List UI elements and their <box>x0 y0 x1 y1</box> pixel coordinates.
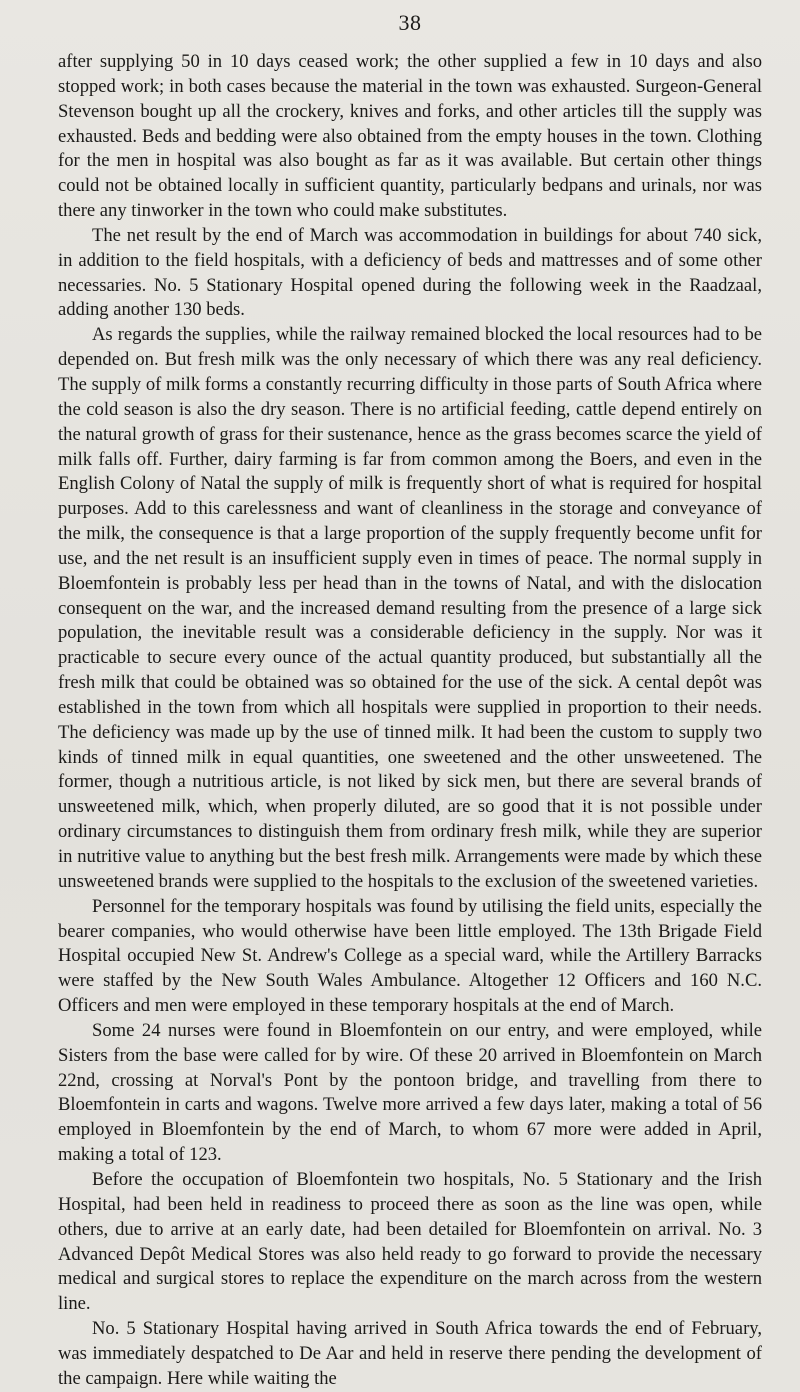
paragraph: after supplying 50 in 10 days ceased work; the other supplied a few in 10 days and also stopped work; in both cases because the material in the town was exhausted. Surgeon-General Stevenson bought up all the crockery, knives and forks, and other articles till the supply was exhausted. Beds and bedding were also obtained from the empty houses in the town. Clothing for the men in hospital was also bought as far as it was available. But certain other things could not be obtained locally in sufficient quantity, particularly bedpans and urinals, nor was there any tinworker in the town who could make substitutes. <box>58 51 762 222</box>
paragraph: The net result by the end of March was accommodation in buildings for about 740 sick, in addition to the field hospitals, with a deficiency of beds and mattresses and of some other necessaries. No. 5 Stationary Hospital opened during the following week in the Raadzaal, adding another 130 beds. <box>58 224 762 321</box>
paragraph: Some 24 nurses were found in Bloemfontein on our entry, and were employed, while Sisters from the base were called for by wire. Of these 20 arrived in Bloemfontein on March 22nd, crossing at Norval's Pont by the pontoon bridge, and travelling from there to Bloemfontein in carts and wagons. Twelve more arrived a few days later, making a total of 56 employed in Bloemfontein by the end of March, to whom 67 more were added in April, making a total of 123. <box>58 1019 762 1166</box>
paragraph: Personnel for the temporary hospitals was found by utilising the field units, especially the bearer companies, who would otherwise have been little employed. The 13th Brigade Field Hospital occupied New St. Andrew's College as a special ward, while the Artillery Barracks were staffed by the New South Wales Ambulance. Altogether 12 Officers and 160 N.C. Officers and men were employed in these temporary hospitals at the end of March. <box>58 895 762 1017</box>
page-number: 38 <box>398 10 422 35</box>
paragraph: No. 5 Stationary Hospital having arrived in South Africa towards the end of February, was immediately despatched to De Aar and held in reserve there pending the development of the campaign. Here while waiting the <box>58 1318 762 1389</box>
paragraph: Before the occupation of Bloemfontein two hospitals, No. 5 Stationary and the Irish Hospital, had been held in readiness to proceed there as soon as the line was open, while others, due to arrive at an early date, had been detailed for Bloemfontein on arrival. No. 3 Advanced Depôt Medical Stores was also held ready to go forward to provide the necessary medical and surgical stores to replace the expenditure on the march across from the western line. <box>58 1168 762 1315</box>
body-text <box>58 50 762 1392</box>
paragraph: As regards the supplies, while the railway remained blocked the local resources had to be depended on. But fresh milk was the only necessary of which there was any real deficiency. The supply of milk forms a constantly recurring difficulty in those parts of South Africa where the cold season is also the dry season. There is no artificial feeding, cattle depend entirely on the natural growth of grass for their sustenance, hence as the grass becomes scarce the yield of milk falls off. Further, dairy farming is far from common among the Boers, and even in the English Colony of Natal the supply of milk is frequently short of what is required for hospital purposes. Add to this carelessness and want of cleanliness in the storage and conveyance of the milk, the consequence is that a large proportion of the supply frequently become unfit for use, and the net result is an insufficient supply even in times of peace. The normal supply in Bloemfontein is probably less per head than in the towns of Natal, and with the dislocation consequent on the war, and the increased demand resulting from the presence of a large sick population, the inevitable result was a considerable deficiency in the supply. Nor was it practicable to secure every ounce of the actual quantity produced, but substantially all the fresh milk that could be obtained was so obtained for the use of the sick. A cental depôt was established in the town from which all hospitals were supplied in proportion to their needs. The deficiency was made up by the use of tinned milk. It had been the custom to supply two kinds of tinned milk in equal quantities, one sweetened and the other unsweetened. The former, though a nutritious article, is not liked by sick men, but there are several brands of unsweetened milk, which, when properly diluted, are so good that it is not possible under ordinary circumstances to distinguish them from ordinary fresh milk, while they are superior in nutritive value to anything but the best fresh milk. Arrangements were made by which these unsweetened brands were supplied to the hospitals to the exclusion of the sweetened varieties. <box>58 324 762 892</box>
